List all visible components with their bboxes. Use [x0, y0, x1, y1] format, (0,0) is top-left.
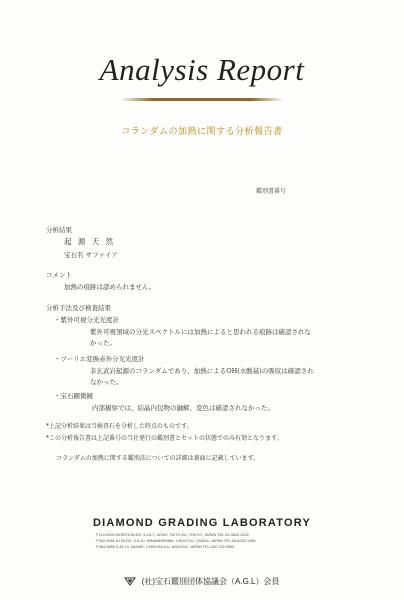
uv-vis-title: ・紫外可視分光光度計 [54, 316, 119, 324]
note-3: コランダムの加熱に関する鑑別法についての詳細は裏面に記載しています。 [56, 455, 260, 462]
association-text: (社)宝石鑑別団体協議会（A.G.L）会員 [141, 577, 280, 586]
comment-text: 加熱の痕跡は認められません。 [64, 283, 156, 291]
gem-name-value: 宝石名 サファイア [64, 251, 118, 259]
note-1: *上記分析結果は当検査石を分析した時点のものです。 [46, 423, 193, 430]
microscope-text: 内部観察では、結晶内包物の融解、変色は確認されなかった。 [92, 404, 274, 412]
address-osaka: 〒542-0081 AJ BLDG. 3-5-10, MINAMISEMBA, CHUO-KU, OSAKA, JAPAN TEL.06-6253-1456 [95, 539, 256, 543]
note-2: *この分析報告書は上記番号の当社発行の鑑別書とセットの状態でのみ有効となります。 [46, 435, 283, 442]
uv-vis-text: 紫外可視領域の分光スペクトルには加熱によると思われる痕跡は確認されな [90, 328, 311, 336]
association-logo-icon [124, 577, 136, 586]
ftir-text-cont: なかった。 [90, 378, 123, 386]
address-nagoya: 〒464-0855 3-35-10, IMAIKE, CHIKUSA-KU, NAGOYA, JAPAN TEL.052-732-0590 [95, 545, 235, 549]
certificate-number-label: 鑑別書番号 [256, 188, 287, 195]
origin-value: 起 源 天 然 [64, 237, 116, 246]
uv-vis-text-cont: かった。 [90, 339, 116, 347]
ftir-text: 非玄武岩起源のコランダムであり、加熱によるOH(水酸基)の吸収は確認され [90, 367, 314, 375]
results-heading: 分析結果 [46, 226, 72, 234]
title-divider [120, 98, 284, 101]
comment-heading: コメント [46, 271, 72, 279]
ftir-title: ・フーリエ変換赤外分光光度計 [54, 355, 145, 363]
methods-heading: 分析手法及び検査結果 [46, 304, 111, 312]
microscope-title: ・宝石顕微鏡 [54, 392, 93, 400]
address-tokyo: 〒110-0005 MORITA BLDG. 5-18-7, UENO, TAITO-KU, TOKYO, JAPAN TEL.03-3832-0432 [95, 533, 249, 537]
association-membership [0, 576, 404, 587]
report-subtitle: コランダムの加熱に関する分析報告書 [121, 127, 283, 137]
report-title: Analysis Report [99, 52, 305, 87]
lab-name: DIAMOND GRADING LABORATORY [93, 517, 311, 529]
